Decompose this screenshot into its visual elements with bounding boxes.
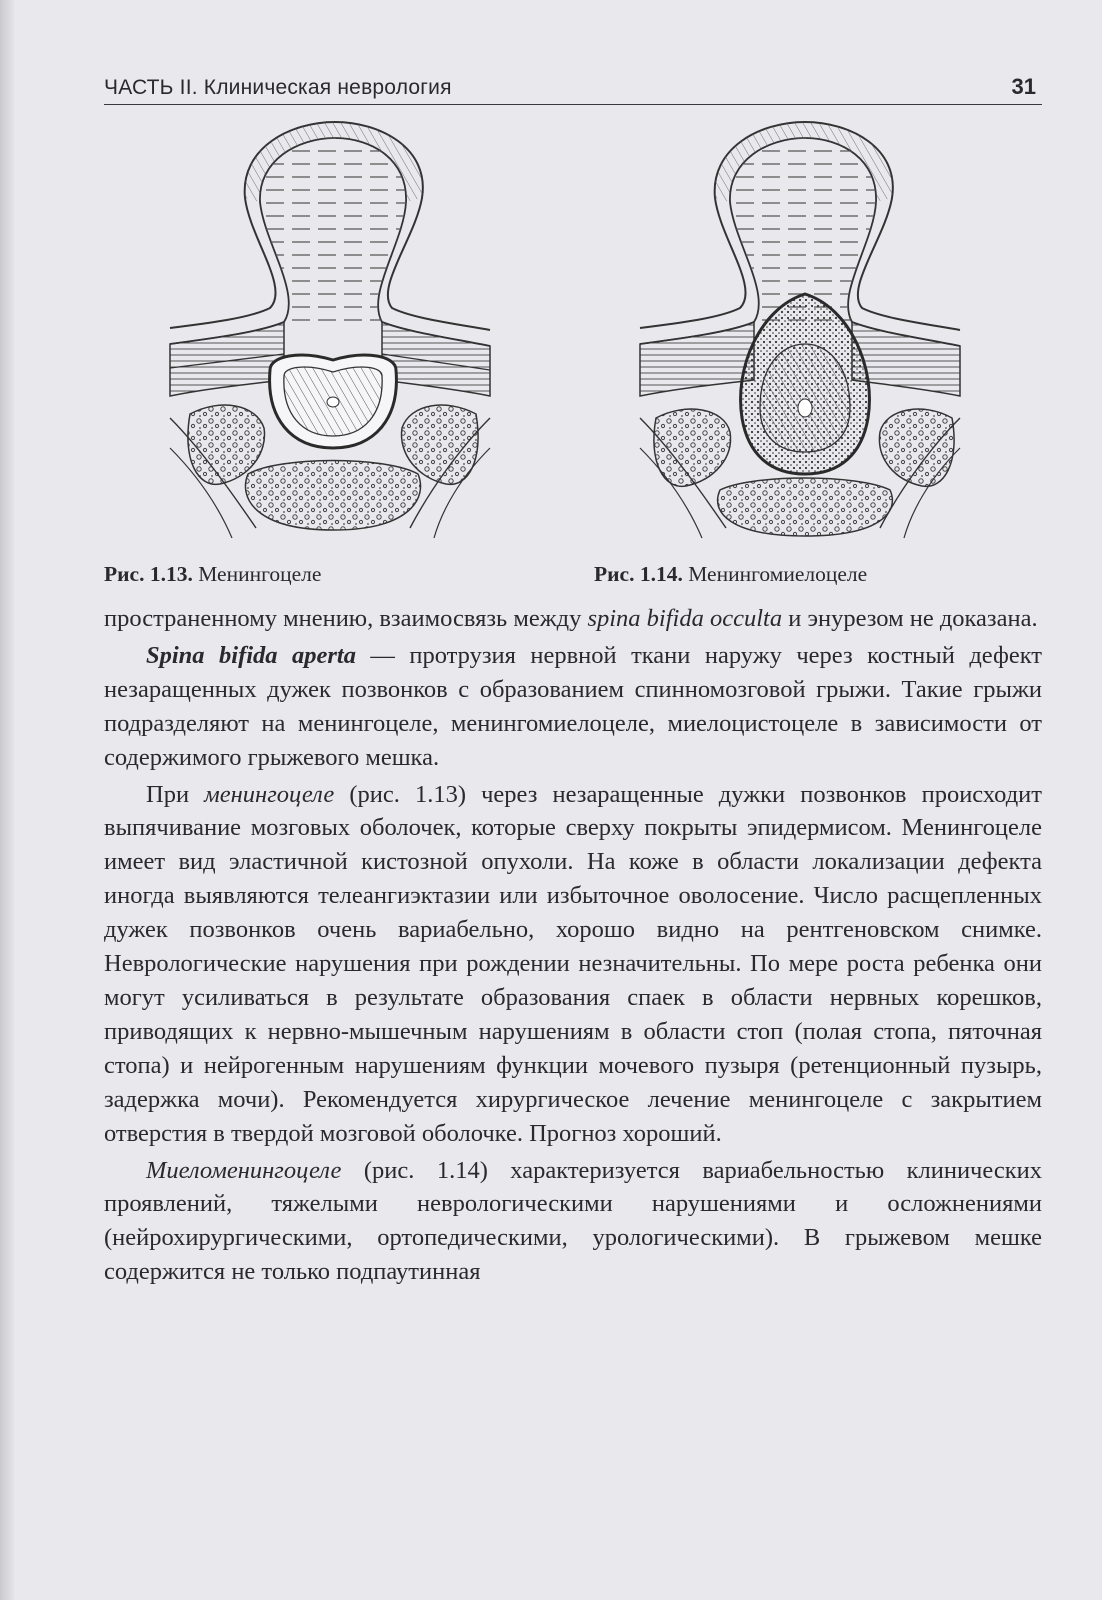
- page-number: 31: [1011, 74, 1036, 99]
- paragraph-text: При: [146, 780, 205, 808]
- caption-text: Менингомиелоцеле: [682, 562, 868, 586]
- chapter-title: ЧАСТЬ II. Клиническая неврология: [104, 76, 452, 99]
- paragraph-text: (рис. 1.13) через незаращенные дужки позвонков происходит выпячивание мозговых оболочек, которые сверху покрыты эпидермисом. Менингоцеле имеет вид эластичной кистозной опухоли. На коже в области локализации дефекта иногда выявляются телеангиэктазии или избыточное оволосение. Число расщепленных дужек позвонков очень вариабельно, хорошо видно на рентгеновском снимке. Неврологические нарушения при рождении незначительны. По мере роста ребенка они могут усиливаться в результате образования спаек в области нервных корешков, приводящих к нервно-мышечным нарушениям в области стоп (полая стопа, пяточная стопа) и нейрогенным нарушениям функции мочевого пузыря (ретенционный пузырь, задержка мочи). Рекомендуется хирургическое лечение менингоцеле с закрытием отверстия в твердой мозговой оболочке. Прогноз хороший.: [104, 780, 1042, 1147]
- paragraph: [104, 639, 1042, 775]
- caption-figure-1-13: [104, 562, 321, 587]
- caption-label: Рис. 1.14.: [594, 562, 683, 586]
- figure-meningomyelocele: [630, 118, 970, 550]
- caption-figure-1-14: [594, 562, 867, 587]
- caption-label: Рис. 1.13.: [104, 562, 193, 586]
- figure-meningocele: [160, 118, 500, 550]
- meningocele-illustration: [160, 118, 500, 550]
- defined-term: Spina bifida aperta: [146, 641, 356, 669]
- page-edge-shadow: [0, 0, 14, 1600]
- body-text: [104, 602, 1042, 1289]
- italic-term: менингоцеле: [204, 780, 335, 808]
- paragraph-text: пространенному мнению, взаимосвязь между: [104, 605, 588, 632]
- caption-text: Менингоцеле: [192, 562, 322, 586]
- meningomyelocele-illustration: [630, 118, 970, 550]
- paragraph-text: — протрузия нервной ткани наружу через костный дефект незаращенных дужек позвонков с образованием спинномозговой грыжи. Такие грыжи подразделяют на менингоцеле, менингомиелоцеле, миелоцистоцеле в зависимости от содержимого грыжевого мешка.: [104, 641, 1042, 771]
- latin-term: spina bifida occulta: [587, 605, 783, 632]
- paragraph: [104, 602, 1042, 636]
- paragraph: [104, 778, 1042, 1151]
- paragraph-text: (рис. 1.14) характеризуется вариабельностью клинических проявлений, тяжелыми неврологическими нарушениями и осложнениями (нейрохирургическими, ортопедическими, урологическими). В грыжевом мешке содержится не только подпаутинная: [104, 1156, 1042, 1286]
- running-header: [104, 70, 1042, 105]
- paragraph: [104, 1154, 1042, 1290]
- italic-term: Миеломенингоцеле: [146, 1156, 342, 1184]
- paragraph-text: и энурезом не доказана.: [782, 605, 1038, 632]
